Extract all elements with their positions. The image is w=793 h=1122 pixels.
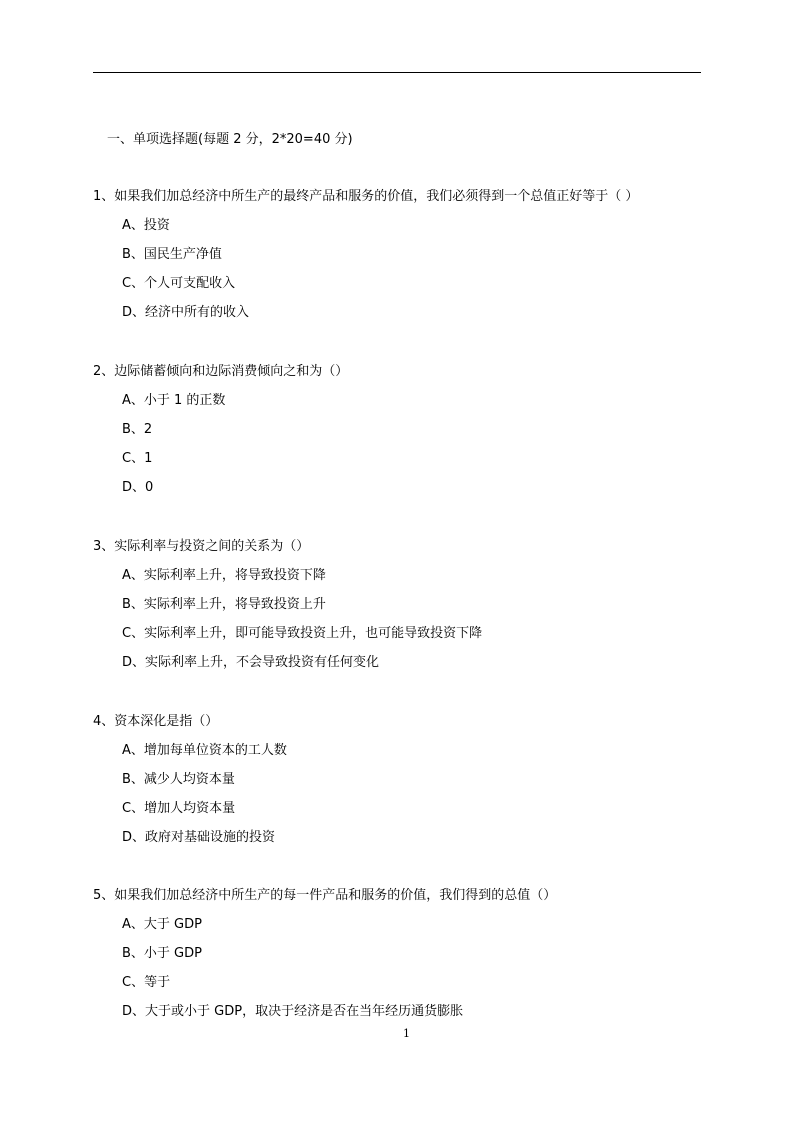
option-list	[93, 915, 713, 1022]
question-text: 4、资本深化是指（）	[93, 714, 219, 729]
option-b: B、国民生产净值	[122, 247, 222, 262]
option-c: C、个人可支配收入	[122, 276, 236, 291]
option-list	[93, 391, 713, 498]
question-text: 2、边际储蓄倾向和边际消费倾向之和为（）	[93, 364, 349, 379]
option-a: A、小于 1 的正数	[122, 393, 226, 408]
option-a: A、投资	[122, 218, 170, 233]
question-3	[93, 537, 713, 673]
option-b: B、小于 GDP	[122, 946, 202, 961]
question-5	[93, 886, 713, 1022]
option-d: D、实际利率上升，不会导致投资有任何变化	[122, 655, 380, 670]
question-2	[93, 362, 713, 498]
option-a: A、实际利率上升，将导致投资下降	[122, 568, 326, 583]
option-a: A、增加每单位资本的工人数	[122, 743, 287, 758]
option-c: C、等于	[122, 975, 171, 990]
option-b: B、2	[122, 422, 153, 437]
option-a: A、大于 GDP	[122, 917, 202, 932]
option-b: B、实际利率上升，将导致投资上升	[122, 597, 326, 612]
section-title: 一、单项选择题(每题 2 分，2*20=40 分)	[107, 132, 353, 147]
option-d: D、政府对基础设施的投资	[122, 830, 276, 845]
question-1	[93, 187, 713, 323]
option-list	[93, 216, 713, 323]
option-c: C、实际利率上升，即可能导致投资上升，也可能导致投资下降	[122, 626, 483, 641]
question-text: 3、实际利率与投资之间的关系为（）	[93, 539, 310, 554]
option-list	[93, 741, 713, 848]
option-d: D、经济中所有的收入	[122, 305, 250, 320]
question-4	[93, 712, 713, 848]
option-c: C、1	[122, 451, 153, 466]
option-d: D、大于或小于 GDP，取决于经济是否在当年经历通货膨胀	[122, 1004, 464, 1019]
header-rule	[93, 72, 701, 73]
page-number: 1	[403, 1027, 410, 1040]
option-b: B、减少人均资本量	[122, 772, 235, 787]
option-d: D、0	[122, 480, 154, 495]
question-text: 1、如果我们加总经济中所生产的最终产品和服务的价值，我们必须得到一个总值正好等于（ ）	[93, 189, 639, 204]
question-text: 5、如果我们加总经济中所生产的每一件产品和服务的价值，我们得到的总值（）	[93, 888, 557, 903]
option-c: C、增加人均资本量	[122, 801, 236, 816]
option-list	[93, 566, 713, 673]
